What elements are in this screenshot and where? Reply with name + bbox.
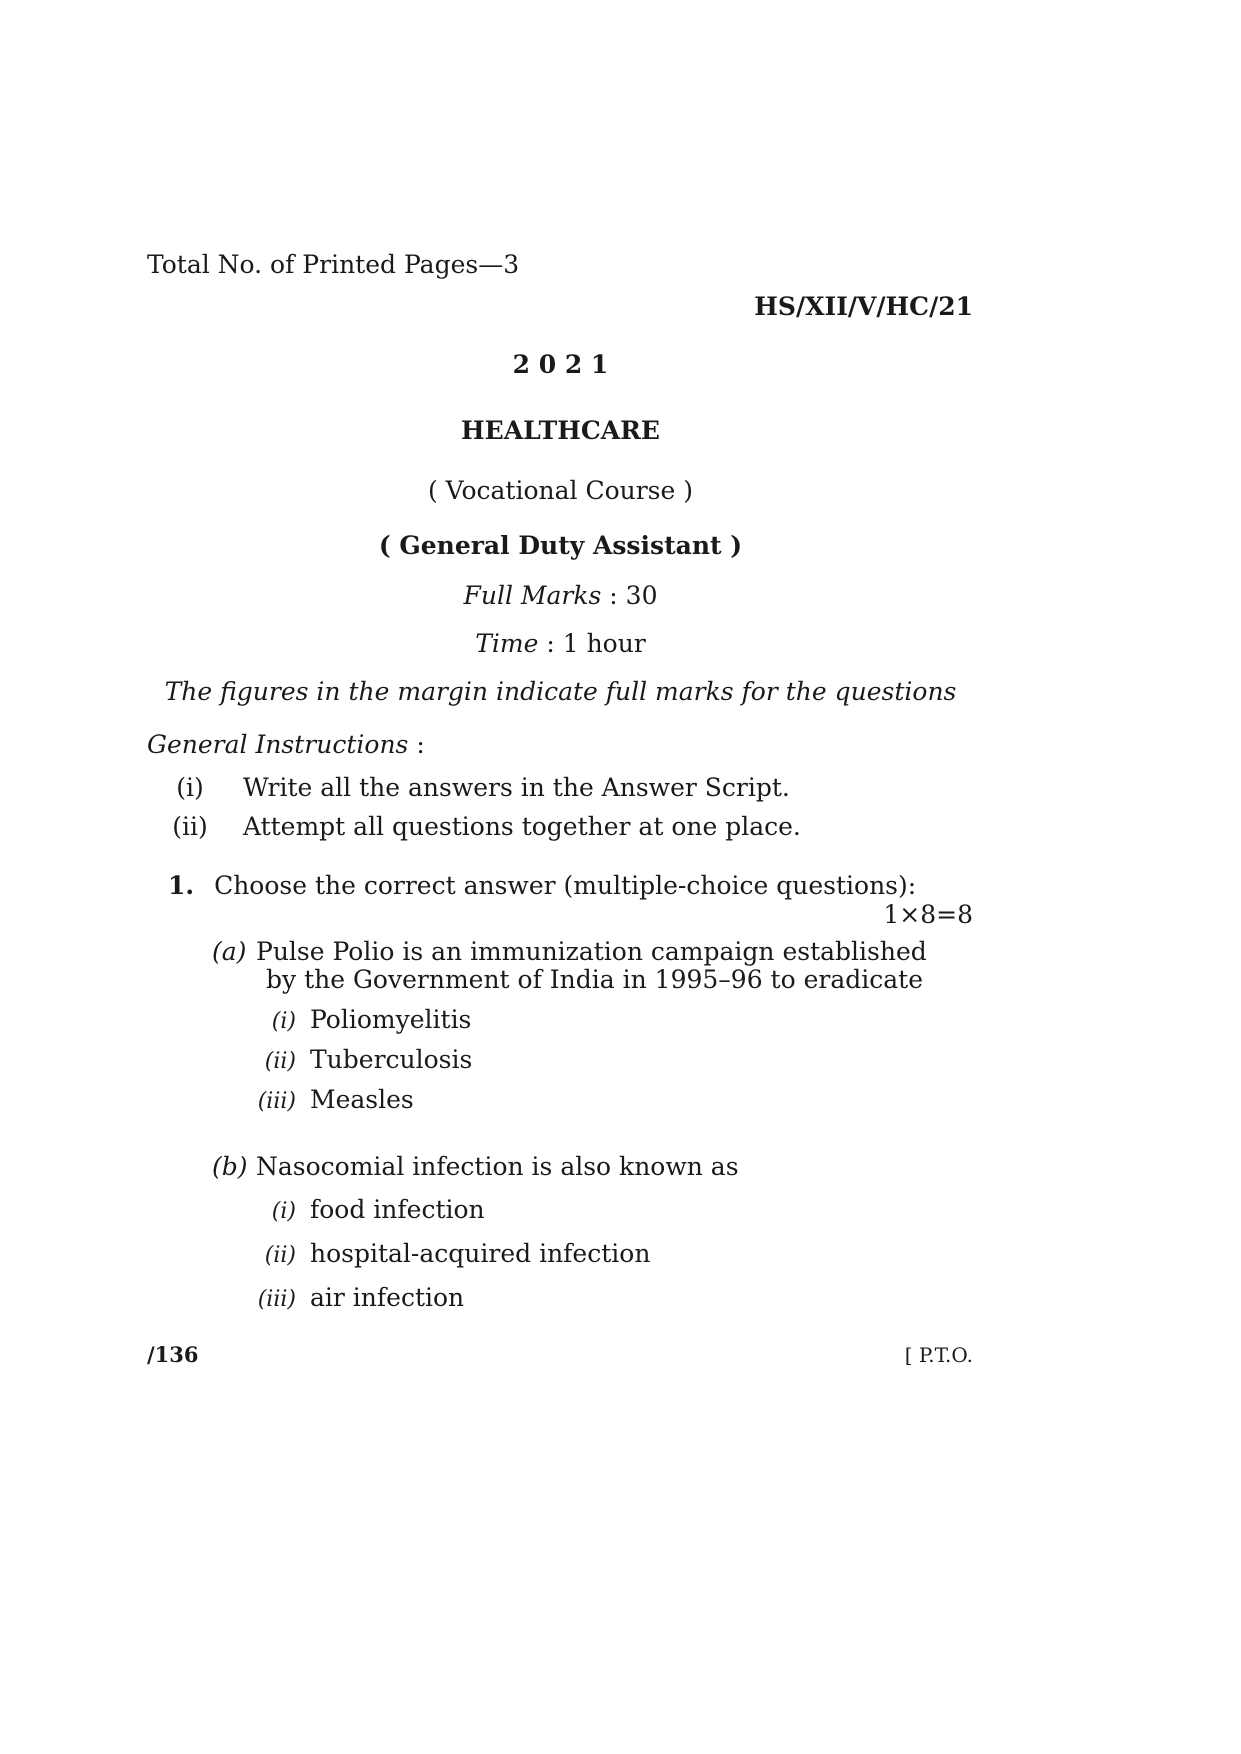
part-b (212, 1152, 739, 1181)
option-text: air infection (310, 1283, 465, 1312)
instructions-heading (147, 730, 425, 759)
instructions-heading-colon: : (416, 730, 425, 759)
course-stream: ( General Duty Assistant ) (378, 531, 743, 560)
part-a (212, 937, 927, 966)
time-label: Time (475, 629, 539, 658)
subject-title: HEALTHCARE (461, 416, 660, 445)
part-label: (b) (212, 1152, 248, 1181)
question-text: Choose the correct answer (multiple-choice questions): (214, 871, 917, 900)
option-number: (ii) (264, 1243, 296, 1268)
option-text: Measles (310, 1085, 414, 1114)
option-text: Poliomyelitis (310, 1005, 472, 1034)
question-marks: 1×8=8 (883, 900, 973, 929)
part-label: (a) (212, 937, 247, 966)
footer-code: /136 (147, 1342, 199, 1367)
time-value: : 1 hour (546, 629, 646, 658)
exam-year: 2 0 2 1 (512, 350, 609, 379)
option-number: (i) (271, 1199, 296, 1224)
course-type: ( Vocational Course ) (427, 476, 693, 505)
full-marks-label: Full Marks (463, 581, 602, 610)
option-text: Tuberculosis (310, 1045, 473, 1074)
option-text: hospital-acquired infection (310, 1239, 651, 1268)
question-number: 1. (168, 871, 195, 900)
option-item (256, 1195, 485, 1224)
instruction-text: Write all the answers in the Answer Script. (242, 773, 790, 802)
option-number: (iii) (257, 1089, 296, 1114)
option-number: (iii) (257, 1287, 296, 1312)
option-item (256, 1005, 471, 1034)
instruction-item (170, 773, 790, 802)
instructions-heading-text: General Instructions (147, 730, 409, 759)
option-item (256, 1239, 650, 1268)
question-1 (168, 871, 916, 900)
instruction-text: Attempt all questions together at one place. (242, 812, 801, 841)
time-allowed (0, 629, 1121, 658)
option-number: (i) (271, 1009, 296, 1034)
option-item (256, 1085, 414, 1114)
full-marks (0, 581, 1121, 610)
part-text-line1: Pulse Polio is an immunization campaign established (256, 937, 927, 966)
paper-code: HS/XII/V/HC/21 (754, 292, 973, 321)
instruction-number: (ii) (172, 812, 208, 841)
instruction-number: (i) (176, 773, 204, 802)
total-pages: Total No. of Printed Pages—3 (147, 250, 520, 279)
footer-pto: [ P.T.O. (904, 1343, 973, 1367)
option-text: food infection (310, 1195, 485, 1224)
option-number: (ii) (264, 1049, 296, 1074)
part-text-line2: by the Government of India in 1995–96 to eradicate (266, 965, 923, 994)
option-item (256, 1283, 464, 1312)
instruction-item (170, 812, 801, 841)
option-item (256, 1045, 472, 1074)
full-marks-value: : 30 (609, 581, 658, 610)
margin-note: The figures in the margin indicate full marks for the questions (164, 677, 957, 706)
part-text-line1: Nasocomial infection is also known as (256, 1152, 739, 1181)
